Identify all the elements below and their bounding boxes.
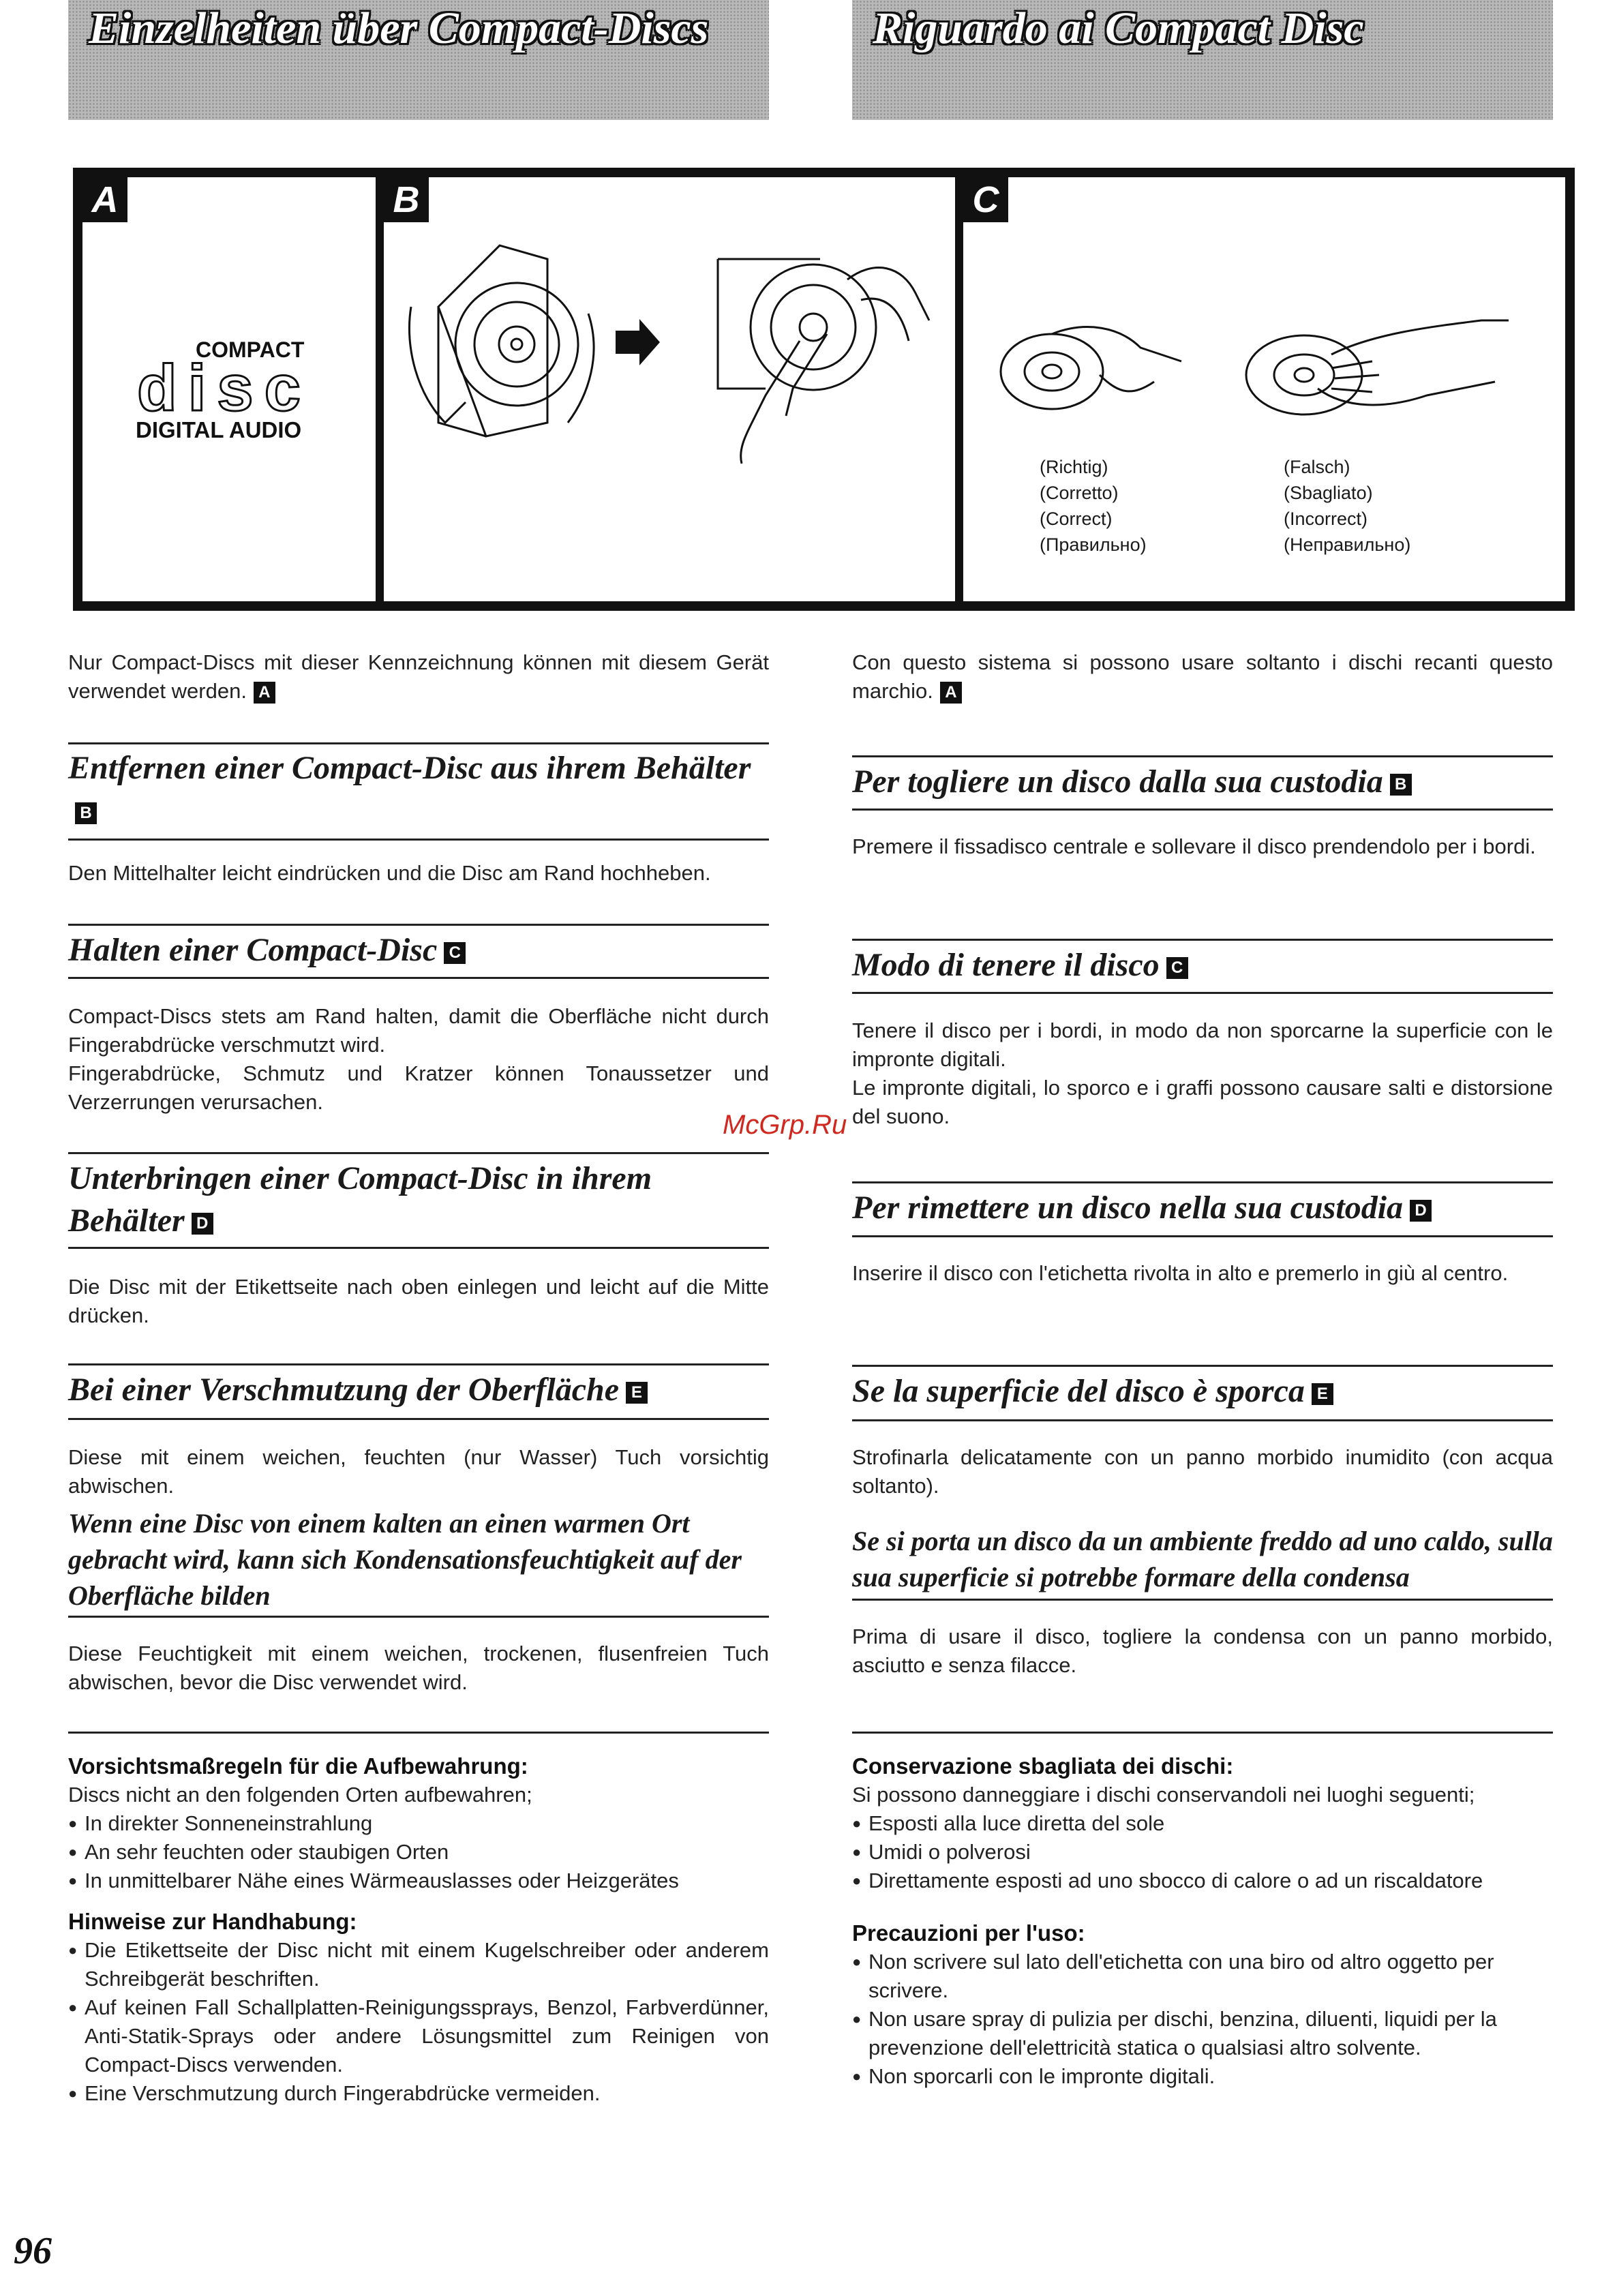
it-s2-heading <box>852 944 1553 986</box>
it-rule-1-top <box>852 755 1553 757</box>
de-s1-heading <box>68 747 769 832</box>
it-s2-title: Modo di tenere il disco <box>852 947 1160 983</box>
it-s4-text: Strofinarla delicatamente con un panno morbido inumidito (con acqua soltanto). <box>852 1445 1553 1498</box>
de-rule-4-bottom <box>68 1418 769 1420</box>
it-s2-text2: Le impronte digitali, lo sporco e i graffi possono causare salti e distorsione del suono. <box>852 1076 1553 1128</box>
de-rule-1-bottom <box>68 839 769 841</box>
it-rule-6 <box>852 1732 1553 1734</box>
de-handling-title: Hinweise zur Handhabung: <box>68 1909 357 1934</box>
panel-c <box>963 177 1565 601</box>
it-s4-heading <box>852 1370 1553 1413</box>
it-s2-ref: C <box>1166 957 1188 979</box>
logo-bottom-text: DIGITAL AUDIO <box>136 417 302 442</box>
de-rule-6 <box>68 1732 769 1734</box>
it-rule-1-bottom <box>852 809 1553 811</box>
it-s4-ref: E <box>1312 1383 1333 1405</box>
list-item: ● Umidi o polverosi <box>852 1838 1553 1867</box>
de-s2-title: Halten einer Compact-Disc <box>68 932 438 968</box>
caption-incorrect-ru: (Неправильно) <box>1284 534 1411 555</box>
list-item: ● Non usare spray di pulizia per dischi, benzina, diluenti, liquidi per la prevenzione dell'elettricità statica o qualsiasi altro solvente. <box>852 2005 1553 2062</box>
caption-correct <box>1040 454 1147 558</box>
holding-disc-illustration <box>963 307 1565 443</box>
it-storage-intro: Si possono danneggiare i dischi conservandoli nei luoghi seguenti; <box>852 1783 1475 1807</box>
it-intro-ref: A <box>940 682 962 704</box>
header-banner-it <box>852 0 1553 120</box>
de-intro <box>68 648 769 706</box>
panel-label-b: B <box>384 177 429 222</box>
it-rule-5-bottom <box>852 1599 1553 1601</box>
de-s4-ref: E <box>626 1382 648 1404</box>
list-item: ● Non scrivere sul lato dell'etichetta con una biro od altro oggetto per scrivere. <box>852 1948 1553 2005</box>
caption-correct-en: (Correct) <box>1040 509 1113 529</box>
de-rule-2-bottom <box>68 977 769 979</box>
de-s2-text: Compact-Discs stets am Rand halten, damit die Oberfläche nicht durch Fingerabdrücke verschmutzt wird. <box>68 1004 769 1057</box>
caption-incorrect-en: (Incorrect) <box>1284 509 1368 529</box>
de-rule-5-bottom <box>68 1616 769 1618</box>
list-item: ● An sehr feuchten oder staubigen Orten <box>68 1838 769 1867</box>
it-s4-title: Se la superficie del disco è sporca <box>852 1373 1305 1409</box>
page-number: 96 <box>14 2230 52 2272</box>
de-rule-1-top <box>68 742 769 744</box>
logo-top-text: COMPACT <box>196 337 305 362</box>
it-s5-title: Se si porta un disco da un ambiente freddo ad uno caldo, sulla sua superficie si potrebbe formare della condensa <box>852 1526 1553 1592</box>
caption-correct-it: (Corretto) <box>1040 483 1119 503</box>
de-s3-heading <box>68 1158 769 1242</box>
page-title-it: Riguardo ai Compact Disc <box>873 3 1364 53</box>
arrow-right-icon <box>616 319 660 365</box>
de-s1-text: Den Mittelhalter leicht eindrücken und die Disc am Rand hochheben. <box>68 861 711 885</box>
it-intro-text: Con questo sistema si possono usare soltanto i dischi recanti questo marchio. <box>852 650 1553 703</box>
list-item: ● Die Etikettseite der Disc nicht mit einem Kugelschreiber oder anderem Schreibgerät beschriften. <box>68 1936 769 1993</box>
de-s3-text: Die Disc mit der Etikettseite nach oben einlegen und leicht auf die Mitte drücken. <box>68 1275 769 1327</box>
it-s1-title: Per togliere un disco dalla sua custodia <box>852 764 1383 800</box>
list-item: ● In direkter Sonneneinstrahlung <box>68 1809 769 1838</box>
compact-disc-logo <box>134 333 318 449</box>
it-s1-heading <box>852 761 1553 803</box>
list-item: ● Esposti alla luce diretta del sole <box>852 1809 1553 1838</box>
it-s2-text: Tenere il disco per i bordi, in modo da non sporcarne la superficie con le impronte digitali. <box>852 1018 1553 1071</box>
caption-correct-de: (Richtig) <box>1040 457 1108 477</box>
it-rule-3-top <box>852 1181 1553 1183</box>
list-item: ● Eine Verschmutzung durch Fingerabdrücke vermeiden. <box>68 2079 769 2108</box>
de-s3-title: Unterbringen einer Compact-Disc in ihrem Behälter <box>68 1160 652 1239</box>
de-storage-title: Vorsichtsmaßregeln für die Aufbewahrung: <box>68 1753 528 1779</box>
caption-incorrect-de: (Falsch) <box>1284 457 1350 477</box>
de-s5-text: Diese Feuchtigkeit mit einem weichen, trockenen, flusenfreien Tuch abwischen, bevor die Disc verwendet wird. <box>68 1642 769 1694</box>
caption-correct-ru: (Правильно) <box>1040 534 1147 555</box>
it-rule-4-top <box>852 1365 1553 1367</box>
it-storage-title: Conservazione sbagliata dei dischi: <box>852 1753 1234 1779</box>
panel-a <box>82 177 376 601</box>
it-rule-4-bottom <box>852 1419 1553 1421</box>
de-rule-4-top <box>68 1363 769 1365</box>
de-s5-title: Wenn eine Disc von einem kalten an einen warmen Ort gebracht wird, kann sich Kondensationsfeuchtigkeit auf der Oberfläche bilden <box>68 1508 742 1611</box>
it-s3-heading <box>852 1187 1553 1229</box>
caption-incorrect-it: (Sbagliato) <box>1284 483 1373 503</box>
it-rule-3-bottom <box>852 1235 1553 1237</box>
de-s4-text: Diese mit einem weichen, feuchten (nur Wasser) Tuch vorsichtig abwischen. <box>68 1445 769 1498</box>
de-s4-title: Bei einer Verschmutzung der Oberfläche <box>68 1372 620 1408</box>
it-s1-ref: B <box>1390 774 1412 796</box>
de-s1-title: Entfernen einer Compact-Disc aus ihrem Behälter <box>68 750 751 786</box>
panel-label-a: A <box>82 177 127 222</box>
list-item: ● Auf keinen Fall Schallplatten-Reinigungssprays, Benzol, Farbverdünner, Anti-Statik-Sprays oder andere Lösungsmittel zum Reinigen von Compact-Discs verwenden. <box>68 1993 769 2079</box>
de-s2-text2: Fingerabdrücke, Schmutz und Kratzer können Tonaussetzer und Verzerrungen verursachen. <box>68 1061 769 1114</box>
it-intro <box>852 648 1553 706</box>
de-rule-3-top <box>68 1152 769 1154</box>
it-handling-title: Precauzioni per l'uso: <box>852 1920 1085 1946</box>
it-storage-list <box>852 1809 1553 1895</box>
it-s1-text: Premere il fissadisco centrale e sollevare il disco prendendolo per i bordi. <box>852 834 1536 858</box>
it-rule-2-bottom <box>852 992 1553 994</box>
panel-b <box>384 177 955 601</box>
header-banner-de <box>68 0 769 120</box>
de-s3-ref: D <box>192 1213 213 1235</box>
de-s2-ref: C <box>444 942 466 964</box>
illustration-figure <box>73 168 1575 611</box>
list-item: ● Direttamente esposti ad uno sbocco di calore o ad un riscaldatore <box>852 1867 1553 1895</box>
it-handling-list <box>852 1948 1553 2091</box>
watermark-text: McGrp.Ru <box>723 1110 847 1140</box>
de-s1-ref: B <box>75 802 97 824</box>
list-item: ● In unmittelbarer Nähe eines Wärmeauslasses oder Heizgerätes <box>68 1867 769 1895</box>
it-s3-text: Inserire il disco con l'etichetta rivolta in alto e premerlo in giù al centro. <box>852 1261 1509 1285</box>
de-storage-intro: Discs nicht an den folgenden Orten aufbewahren; <box>68 1783 532 1807</box>
panel-label-c: C <box>963 177 1008 222</box>
remove-disc-illustration <box>384 218 955 491</box>
de-handling-list <box>68 1936 769 2108</box>
list-item: ● Non sporcarli con le impronte digitali. <box>852 2062 1553 2091</box>
de-rule-3-bottom <box>68 1247 769 1249</box>
de-intro-text: Nur Compact-Discs mit dieser Kennzeichnung können mit diesem Gerät verwendet werden. <box>68 650 769 703</box>
de-rule-2-top <box>68 924 769 926</box>
it-s3-ref: D <box>1410 1200 1432 1222</box>
it-s5-text: Prima di usare il disco, togliere la condensa con un panno morbido, asciutto e senza filacce. <box>852 1625 1553 1677</box>
de-intro-ref: A <box>254 682 275 704</box>
logo-mark: disc <box>137 352 301 425</box>
de-s4-heading <box>68 1369 769 1411</box>
page-title-de: Einzelheiten über Compact-Discs <box>89 3 709 53</box>
de-s2-heading <box>68 929 769 971</box>
de-storage-list <box>68 1809 769 1895</box>
it-s3-title: Per rimettere un disco nella sua custodia <box>852 1190 1404 1226</box>
it-rule-2-top <box>852 939 1553 941</box>
caption-incorrect <box>1284 454 1410 558</box>
